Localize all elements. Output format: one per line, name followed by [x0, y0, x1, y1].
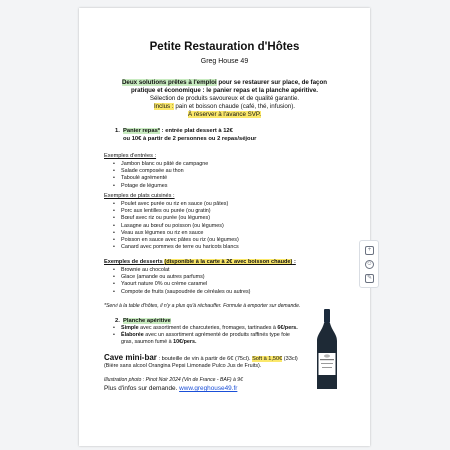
entree-item-text: Potage de légumes: [121, 182, 168, 189]
included-text: pain et boisson chaude (café, thé, infusion).: [173, 103, 296, 110]
entree-item-text: Taboulé agrémenté: [121, 175, 168, 182]
panier-number: 1.: [115, 128, 120, 134]
doc-title: Petite Restauration d'Hôtes: [149, 41, 300, 53]
doc-subtitle: Greg House 49: [200, 58, 249, 65]
desserts-heading-text: Exemples de desserts: [104, 259, 165, 265]
bullet: •: [113, 222, 115, 229]
planche-simple: • Simple avec assortiment de charcuteries, fromages, tartinades à 6€/pers.: [113, 325, 298, 331]
desserts-heading-colon: :: [292, 259, 296, 265]
panier-heading: [115, 128, 233, 136]
side-toolbar: [359, 240, 379, 288]
bullet: •: [113, 229, 115, 236]
emoji-icon[interactable]: ☺: [366, 261, 373, 267]
intro-line-5: [79, 111, 370, 119]
plat-item: [113, 237, 239, 244]
simple-text: avec assortiment de charcuteries, fromages, tartinades à: [138, 325, 278, 331]
entree-item-text: Salade composée au thon: [121, 168, 184, 175]
bullet: •: [113, 175, 115, 182]
plat-item: [113, 223, 239, 230]
bullet: •: [113, 201, 115, 207]
cave-text: : bouteille de vin à partir de 6€ (75cl).: [156, 356, 253, 362]
cave-label: Cave mini-bar: [104, 353, 157, 362]
bullet: •: [113, 288, 115, 295]
panier-label: Panier repas*: [123, 128, 161, 134]
elaboree-label: Élaborée: [121, 332, 144, 338]
plat-item: [113, 244, 239, 251]
intro-line-3: Sélection de produits savoureux et de qualité garantie.: [149, 95, 300, 102]
intro-line-1: [79, 79, 370, 87]
plat-item: [113, 215, 239, 222]
plat-item: [113, 208, 239, 215]
bullet: •: [113, 161, 115, 167]
suggest-edit-icon[interactable]: ✎: [366, 275, 373, 281]
panier-price-line: : entrée plat dessert à 12€: [160, 128, 233, 134]
comment-add-icon[interactable]: +: [365, 246, 374, 255]
entrees-heading: Exemples d'entrées :: [104, 153, 157, 159]
bullet: •: [113, 168, 115, 175]
infos-text: Plus d'infos sur demande.: [104, 385, 180, 392]
dessert-item: [113, 281, 250, 288]
plat-item: [113, 230, 239, 237]
plat-item-text: Porc aux lentilles ou purée (ou gratin): [121, 208, 211, 215]
dessert-item: [113, 289, 250, 296]
simple-label: Simple: [121, 325, 139, 331]
desserts-price-highlight: (disponible à la carte à 2€ avec boisson chaude): [164, 259, 293, 265]
plat-item: [113, 201, 239, 208]
dessert-item-text: Compote de fruits (saupoudrée de céréales ou autres): [121, 288, 251, 295]
dessert-item: [113, 274, 250, 281]
plat-item-text: Bœuf avec riz ou purée (ou légumes): [121, 215, 210, 222]
plat-item-text: Canard avec pommes de terre ou haricots blancs: [121, 244, 239, 251]
plat-item-text: Veau aux légumes ou riz en sauce: [121, 229, 204, 236]
intro-line-4: [79, 103, 370, 111]
bullet: •: [113, 274, 115, 281]
intro-highlight: Deux solutions prêtes à l'emploi: [121, 79, 217, 86]
dessert-item-text: Yaourt nature 0% ou crème caramel: [121, 281, 208, 288]
planche-elaboree-line-2: [121, 339, 197, 346]
document-page: [79, 8, 370, 446]
bullet: •: [113, 237, 115, 244]
elaboree-text: avec un assortiment agrémenté de produits raffinés type foie: [143, 332, 290, 338]
soft-size: (33cl): [282, 356, 298, 362]
elaboree-price: 10€/pers.: [173, 339, 197, 345]
plats-list: [113, 201, 239, 251]
soft-highlight: Soft à 1,50€: [252, 356, 283, 362]
website-link[interactable]: www.greghouse49.fr: [179, 385, 238, 392]
entree-item-text: Jambon blanc ou pâté de campagne: [121, 161, 209, 167]
planche-number: 2.: [115, 318, 120, 324]
intro-line-2: pratique et économique : le panier repas et la planche apéritive.: [130, 87, 319, 94]
entrees-list: [113, 161, 208, 190]
planche-elaboree: • Élaborée avec un assortiment agrémenté de produits raffinés type foie: [113, 332, 290, 338]
bullet: •: [113, 182, 115, 189]
dessert-item-text: Brownie au chocolat: [121, 267, 170, 273]
panier-line-2: ou 10€ à partir de 2 personnes ou 2 repas/séjour: [123, 136, 257, 142]
wine-bottle-photo: [310, 307, 344, 392]
entree-item: [113, 175, 208, 182]
bullet: •: [113, 267, 115, 273]
plat-item-text: Poulet avec purée ou riz en sauce (ou pâtes): [121, 201, 229, 207]
dessert-item: [113, 267, 250, 274]
service-note: *Servi à la table d'hôtes, il n'y a plus qu'à réchauffer. Formule à emporter sur demande.: [104, 303, 301, 309]
intro-text: pour se restaurer sur place, de façon: [216, 79, 328, 86]
entree-item: [113, 183, 208, 190]
desserts-list: [113, 267, 250, 296]
cave-line-2: (Bière sans alcool Orangina Pepsi Limonade Pulco Jus de Fruits).: [104, 363, 262, 369]
entree-item: [113, 161, 208, 168]
reserve-highlight: À réserver à l'avance SVP.: [188, 111, 261, 118]
desserts-heading: [104, 259, 296, 265]
plat-item-text: Poisson en sauce avec pâtes ou riz (ou légumes): [121, 237, 239, 244]
plat-item-text: Lasagne au bœuf ou poisson (ou légumes): [121, 222, 224, 229]
plats-heading: Exemples de plats cuisinés :: [104, 193, 175, 199]
cave-line: [104, 353, 298, 362]
elaboree-text-2: gras, saumon fumé à: [121, 339, 174, 345]
planche-heading: [115, 318, 171, 324]
dessert-item-text: Glace (amande ou autres parfums): [121, 274, 205, 281]
included-highlight: Inclus :: [153, 103, 174, 110]
planche-label: Planche apéritive: [123, 318, 171, 324]
simple-price: 6€/pers.: [277, 325, 298, 331]
bullet: •: [113, 281, 115, 288]
entree-item: [113, 168, 208, 175]
bullet: •: [113, 244, 115, 251]
bullet: •: [113, 215, 115, 222]
bullet: •: [113, 208, 115, 215]
illustration-caption: Illustration photo : Pinot Noir 2024 (Vin de France - BAF) à 9€: [104, 377, 243, 383]
infos-line: [104, 385, 237, 392]
